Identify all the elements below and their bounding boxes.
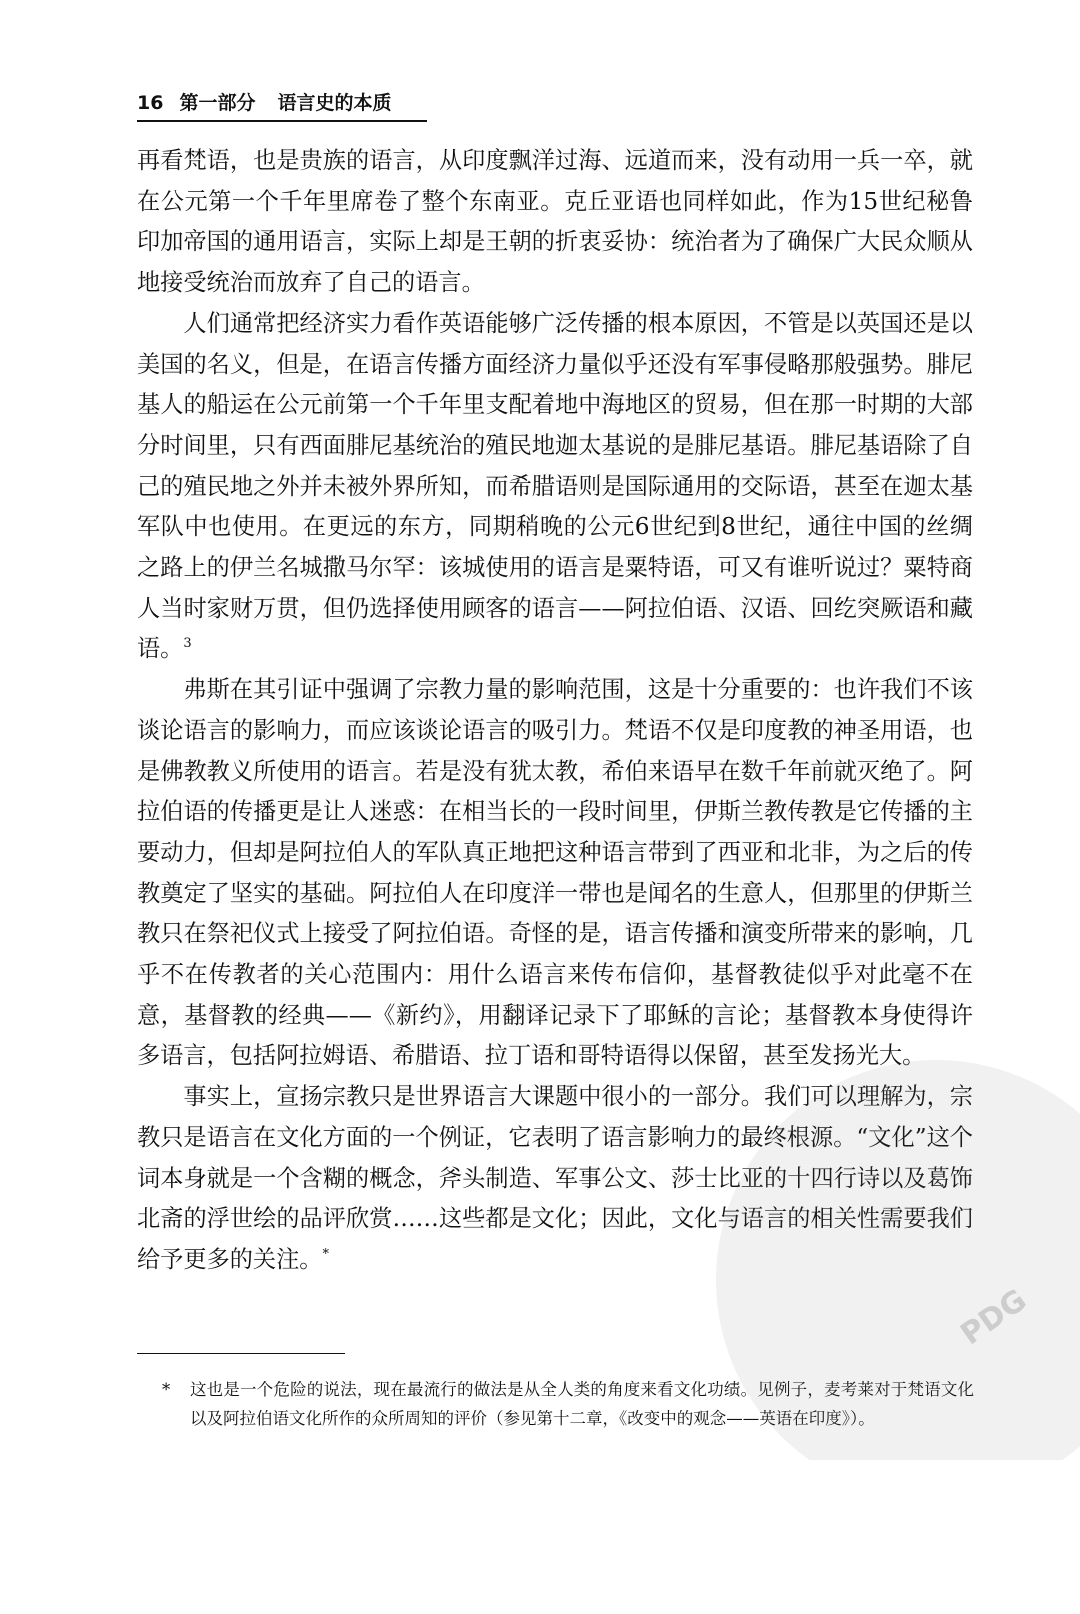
footnote-mark: * <box>162 1380 171 1399</box>
running-head <box>137 88 427 122</box>
paragraph-1-text: 再看梵语，也是贵族的语言，从印度飘洋过海、远道而来，没有动用一兵一卒，就在公元第一个千年里席卷了整个东南亚。克丘亚语也同样如此，作为15世纪秘鲁印加帝国的通用语言，实际上却是王朝的折衷妥协：统治者为了确保广大民众顺从地接受统治而放弃了自己的语言。 <box>137 147 973 297</box>
paragraph-4-text: 事实上，宣扬宗教只是世界语言大课题中很小的一部分。我们可以理解为，宗教只是语言在文化方面的一个例证，它表明了语言影响力的最终根源。“文化”这个词本身就是一个含糊的概念，斧头制造、军事公文、莎士比亚的十四行诗以及葛饰北斋的浮世绘的品评欣赏……这些都是文化；因此，文化与语言的相关性需要我们给予更多的关注。 <box>137 1083 973 1273</box>
endnote-ref-3: 3 <box>183 636 192 652</box>
page-number: 16 <box>137 92 164 114</box>
watermark-text: PDG <box>954 1282 1034 1353</box>
paragraph-2 <box>137 304 973 670</box>
watermark-disc <box>716 1060 1080 1460</box>
paragraph-3-text: 弗斯在其引证中强调了宗教力量的影响范围，这是十分重要的：也许我们不该谈论语言的影响力，而应该谈论语言的吸引力。梵语不仅是印度教的神圣用语，也是佛教教义所使用的语言。若是没有犹太教，希伯来语早在数千年前就灭绝了。阿拉伯语的传播更是让人迷惑：在相当长的一段时间里，伊斯兰教传教是它传播的主要动力，但却是阿拉伯人的军队真正地把这种语言带到了西亚和北非，为之后的传教奠定了坚实的基础。阿拉伯人在印度洋一带也是闻名的生意人，但那里的伊斯兰教只在祭祀仪式上接受了阿拉伯语。奇怪的是，语言传播和演变所带来的影响，几乎不在传教者的关心范围内：用什么语言来传布信仰，基督教徒似乎对此毫不在意，基督教的经典——《新约》，用翻译记录下了耶稣的言论；基督教本身使得许多语言，包括阿拉姆语、希腊语、拉丁语和哥特语得以保留，甚至发扬光大。 <box>137 676 973 1070</box>
paragraph-3 <box>137 670 973 1077</box>
footnote-text: 这也是一个危险的说法，现在最流行的做法是从全人类的角度来看文化功绩。见例子，麦考莱对于梵语文化以及阿拉伯语文化所作的众所周知的评价（参见第十二章，《改变中的观念——英语在印度》）。 <box>190 1380 974 1428</box>
paragraph-2-text: 人们通常把经济实力看作英语能够广泛传播的根本原因，不管是以英国还是以美国的名义，但是，在语言传播方面经济力量似乎还没有军事侵略那般强势。腓尼基人的船运在公元前第一个千年里支配着地中海地区的贸易，但在那一时期的大部分时间里，只有西面腓尼基统治的殖民地迦太基说的是腓尼基语。腓尼基语除了自己的殖民地之外并未被外界所知，而希腊语则是国际通用的交际语，甚至在迦太基军队中也使用。在更远的东方，同期稍晚的公元6世纪到8世纪，通往中国的丝绸之路上的伊兰名城撒马尔罕：该城使用的语言是粟特语，可又有谁听说过？粟特商人当时家财万贯，但仍选择使用顾客的语言——阿拉伯语、汉语、回纥突厥语和藏语。 <box>137 309 973 663</box>
footnote-ref-asterisk: * <box>322 1246 329 1262</box>
section-title: 语言史的本质 <box>277 92 392 114</box>
part-label: 第一部分 <box>179 92 256 114</box>
watermark-seal <box>696 1040 1080 1460</box>
paragraph-1 <box>137 141 973 304</box>
footnote-separator <box>137 1353 345 1354</box>
